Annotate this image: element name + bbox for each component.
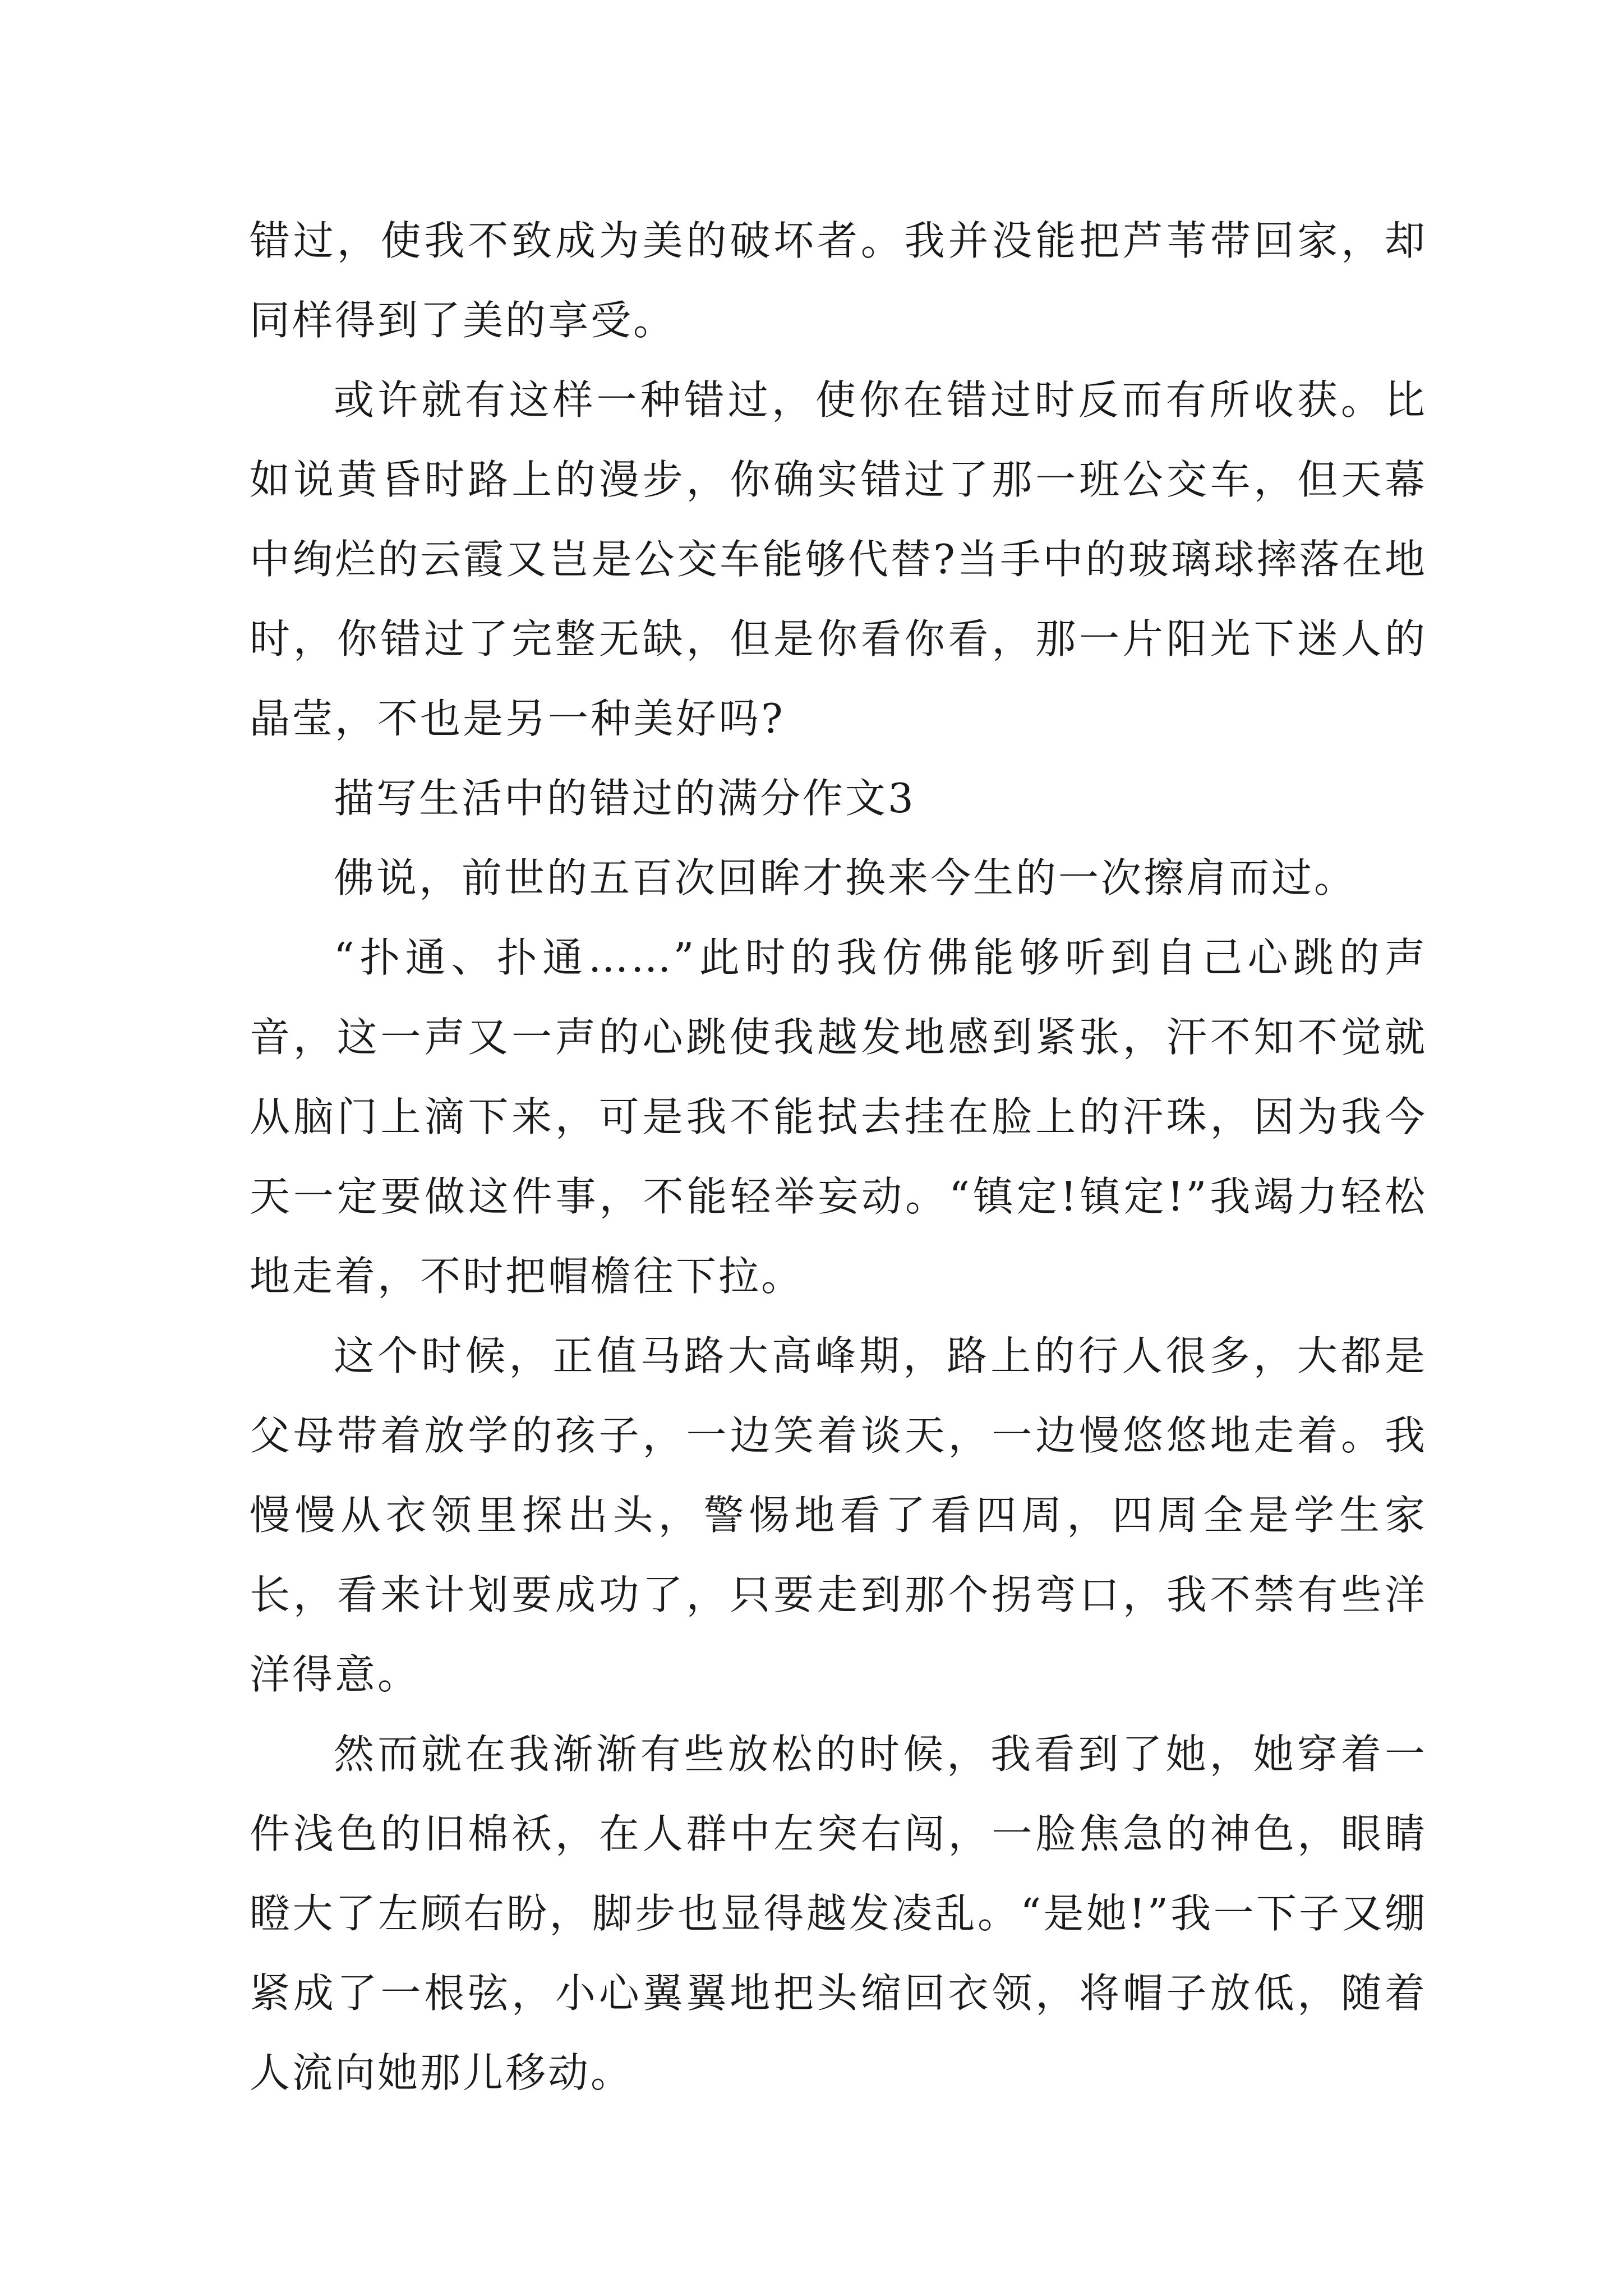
paragraph-1: 错过，使我不致成为美的破坏者。我并没能把芦苇带回家，却同样得到了美的享受。	[250, 217, 1427, 344]
paragraph-7: 然而就在我渐渐有些放松的时候，我看到了她，她穿着一件浅色的旧棉袄，在人群中左突右闯，一脸焦急的神色，眼睛瞪大了左顾右盼，脚步也显得越发凌乱。“是她!”我一下子又绷紧成了一根弦，小心翼翼地把头缩回衣领，将帽子放低，随着人流向她那儿移动。	[250, 1731, 1427, 2096]
section-heading: 描写生活中的错过的满分作文3	[334, 775, 916, 822]
paragraph-6: 这个时候，正值马路大高峰期，路上的行人很多，大都是父母带着放学的孩子，一边笑着谈天，一边慢悠悠地走着。我慢慢从衣领里探出头，警惕地看了看四周，四周全是学生家长，看来计划要成功了，只要走到那个拐弯口，我不禁有些洋洋得意。	[250, 1332, 1427, 1698]
paragraph-5: “扑通、扑通……”此时的我仿佛能够听到自己心跳的声音，这一声又一声的心跳使我越发地感到紧张，汗不知不觉就从脑门上滴下来，可是我不能拭去挂在脸上的汗珠，因为我今天一定要做这件事，不能轻举妄动。“镇定!镇定!”我竭力轻松地走着，不时把帽檐往下拉。	[250, 934, 1427, 1300]
paragraph-4: 佛说，前世的五百次回眸才换来今生的一次擦肩而过。	[334, 854, 1357, 901]
document-body	[250, 201, 1427, 2113]
paragraph-2: 或许就有这样一种错过，使你在错过时反而有所收获。比如说黄昏时路上的漫步，你确实错过了那一班公交车，但天幕中绚烂的云霞又岂是公交车能够代替?当手中的玻璃球摔落在地时，你错过了完整无缺，但是你看你看，那一片阳光下迷人的晶莹，不也是另一种美好吗?	[250, 376, 1427, 742]
